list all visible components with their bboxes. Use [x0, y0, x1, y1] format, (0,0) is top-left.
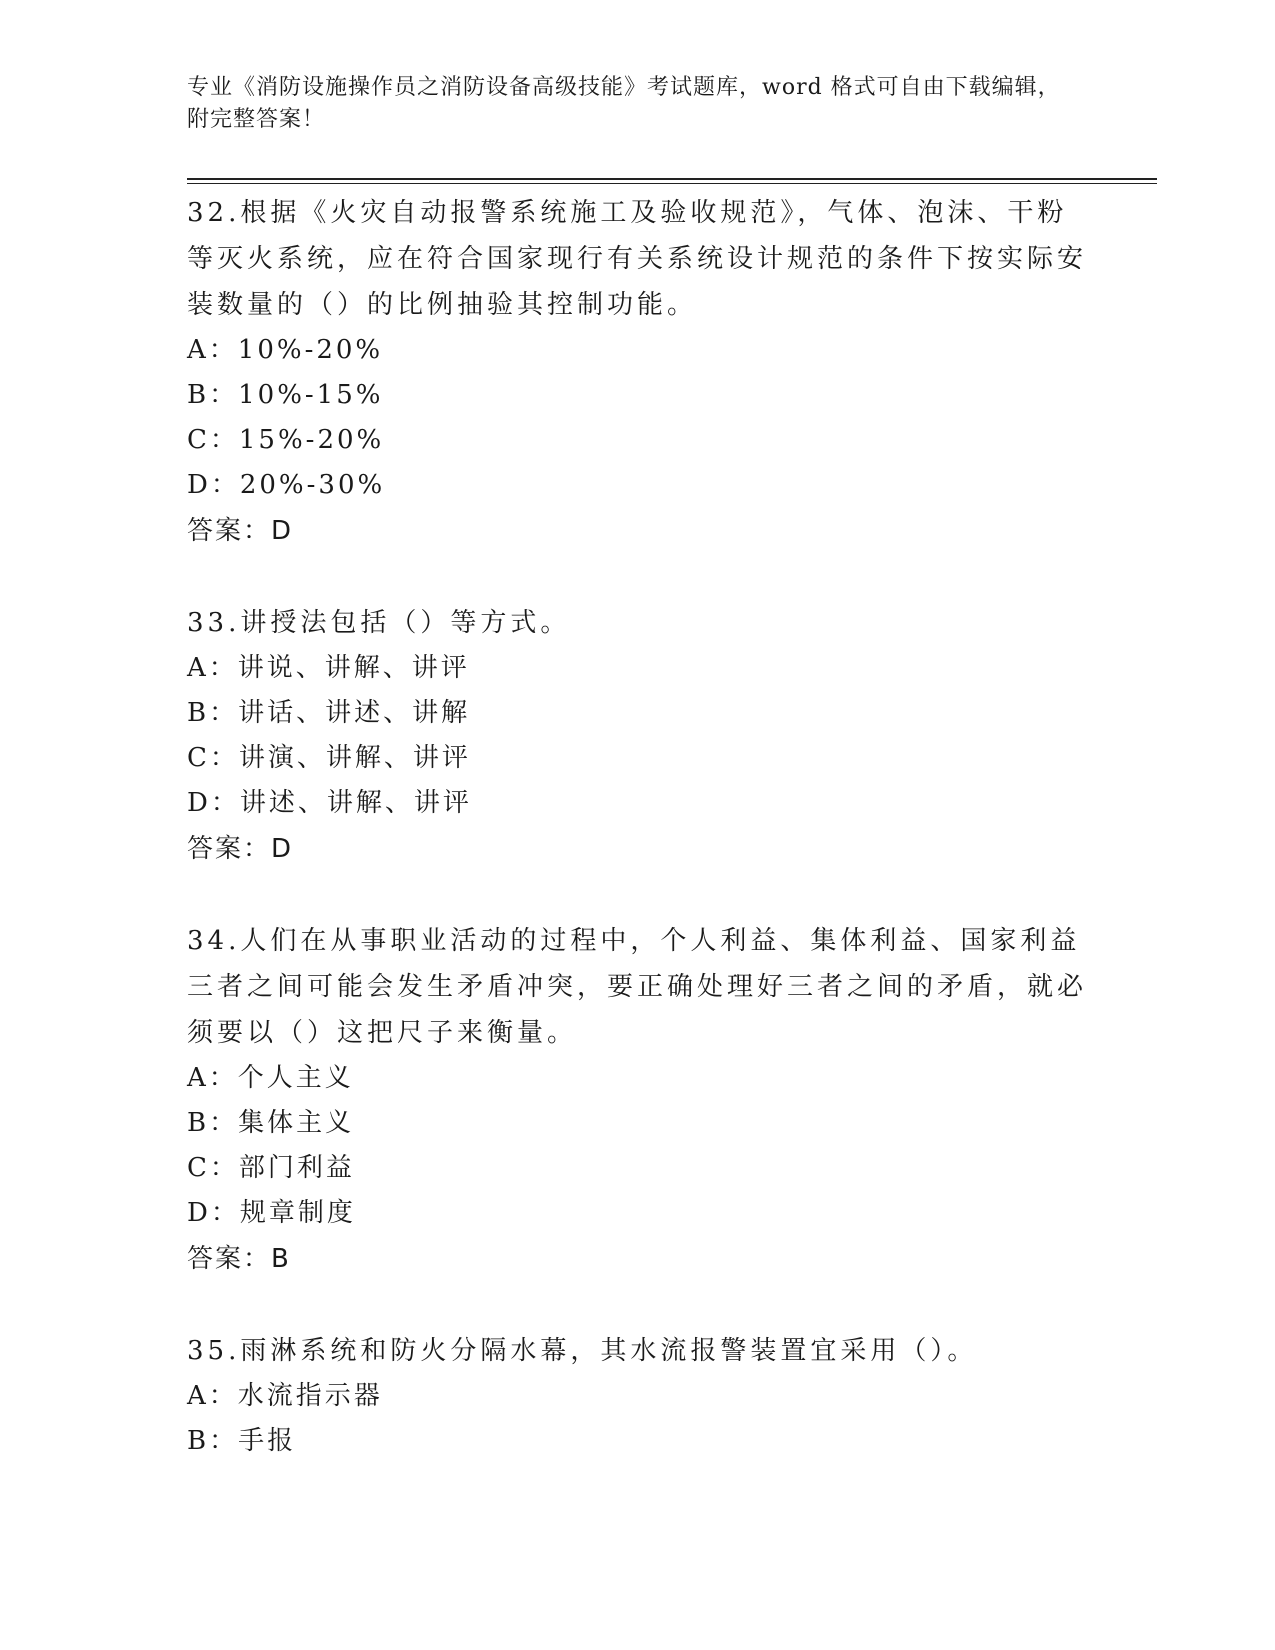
- option-b: B：讲话、讲述、讲解: [187, 698, 471, 728]
- question-text: 33.讲授法包括（）等方式。: [187, 608, 571, 638]
- question-text: 32.根据《火灾自动报警系统施工及验收规范》，气体、泡沫、干粉等灭火系统，应在符合国家现行有关系统设计规范的条件下按实际安装数量的（）的比例抽验其控制功能。: [187, 198, 1088, 320]
- option-a: A：10%-20%: [187, 335, 384, 365]
- question-35: [187, 1328, 1087, 1464]
- question-34: [187, 918, 1087, 1282]
- option-d: D：20%-30%: [187, 470, 386, 500]
- question-list: [187, 190, 1087, 1510]
- question-text: 34.人们在从事职业活动的过程中，个人利益、集体利益、国家利益三者之间可能会发生矛盾冲突，要正确处理好三者之间的矛盾，就必须要以（）这把尺子来衡量。: [187, 926, 1088, 1048]
- header-divider-thick: [187, 178, 1157, 180]
- option-d: D：规章制度: [187, 1198, 356, 1228]
- answer-line: 答案：D: [187, 516, 294, 546]
- option-b: B：手报: [187, 1426, 297, 1456]
- option-d: D：讲述、讲解、讲评: [187, 788, 472, 818]
- option-b: B：集体主义: [187, 1108, 355, 1138]
- question-32: [187, 190, 1087, 554]
- question-text: 35.雨淋系统和防火分隔水幕，其水流报警装置宜采用（）。: [187, 1336, 978, 1366]
- answer-line: 答案：D: [187, 834, 294, 864]
- header-divider-thin: [187, 183, 1157, 184]
- option-c: C：讲演、讲解、讲评: [187, 743, 471, 773]
- option-a: A：讲说、讲解、讲评: [187, 653, 470, 683]
- option-a: A：个人主义: [187, 1063, 354, 1093]
- option-c: C：15%-20%: [187, 425, 385, 455]
- option-c: C：部门利益: [187, 1153, 355, 1183]
- question-33: [187, 600, 1087, 872]
- option-b: B：10%-15%: [187, 380, 384, 410]
- document-header: 专业《消防设施操作员之消防设备高级技能》考试题库，word 格式可自由下载编辑，附完整答案！: [187, 75, 1061, 132]
- answer-line: 答案：B: [187, 1244, 291, 1274]
- option-a: A：水流指示器: [187, 1381, 383, 1411]
